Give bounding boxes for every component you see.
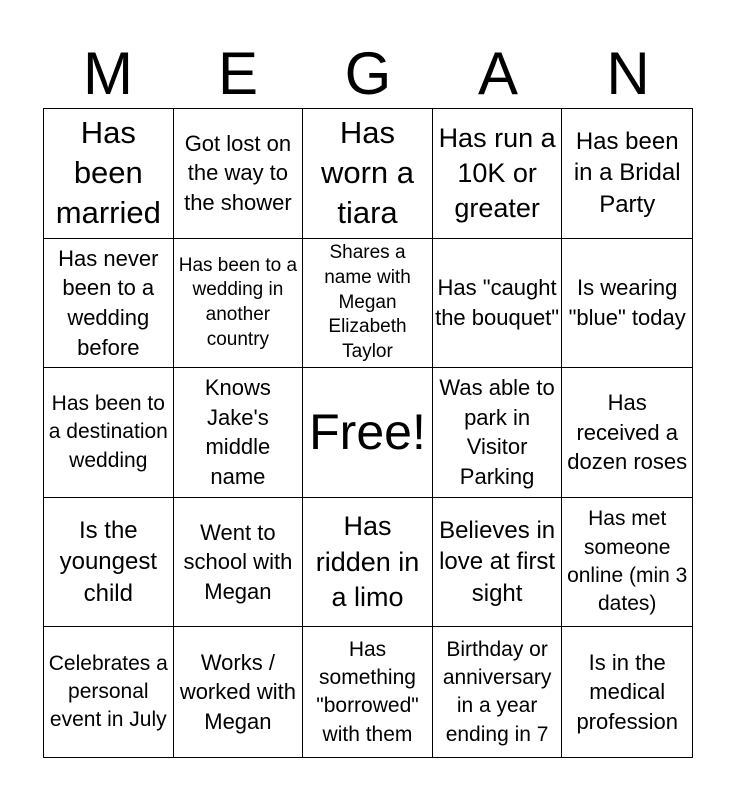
bingo-cell[interactable] [433,498,563,628]
bingo-cell[interactable] [44,239,174,369]
bingo-cell[interactable] [174,627,304,757]
cell-text: Has met someone online (min 3 dates) [567,507,688,616]
header-letter-n: N [606,40,650,107]
header-letter-e: E [217,40,259,107]
cell-text: Has been married [55,114,161,231]
bingo-cell[interactable] [44,368,174,498]
bingo-cell[interactable] [174,368,304,498]
bingo-cell[interactable] [174,109,304,239]
cell-text: Has run a 10K or greater [438,122,556,223]
header-letter-m: M [83,40,133,107]
bingo-cell[interactable] [303,239,433,369]
free-space-text: Free! [309,404,426,461]
cell-text: Has been to a destination wedding [48,391,168,472]
bingo-cell[interactable] [44,498,174,628]
cell-text: Went to school with Megan [183,519,293,604]
bingo-cell[interactable] [303,498,433,628]
cell-text: Has something "borrowed" with them [316,637,419,746]
bingo-cell[interactable] [303,109,433,239]
bingo-cell[interactable] [303,627,433,757]
bingo-cell[interactable] [562,109,692,239]
bingo-cell[interactable] [433,368,563,498]
free-space[interactable] [303,368,433,498]
cell-text: Celebrates a personal event in July [48,651,168,732]
cell-text: Is wearing "blue" today [568,275,686,330]
cell-text: Has never been to a wedding before [58,245,159,360]
header-letter-a: A [477,40,519,107]
cell-text: Knows Jake's middle name [204,375,271,490]
bingo-cell[interactable] [174,239,304,369]
cell-text: Is the youngest child [59,516,157,607]
cell-text: Has been in a Bridal Party [573,127,681,219]
cell-text: Has "caught the bouquet" [435,275,560,330]
cell-text: Has worn a tiara [320,114,415,231]
bingo-cell[interactable] [433,109,563,239]
cell-text: Has ridden in a limo [315,511,420,612]
bingo-cell[interactable] [433,239,563,369]
bingo-cell[interactable] [433,627,563,757]
cell-text: Birthday or anniversary in a year ending in 7 [442,637,552,746]
bingo-cell[interactable] [562,368,692,498]
cell-text: Has received a dozen roses [567,389,688,475]
bingo-cell[interactable] [44,109,174,239]
bingo-board [43,108,693,758]
bingo-cell[interactable] [44,627,174,757]
bingo-cell[interactable] [174,498,304,628]
bingo-header [43,40,693,108]
cell-text: Was able to park in Visitor Parking [439,375,555,490]
cell-text: Has been to a wedding in another country [178,254,298,350]
cell-text: Is in the medical profession [576,649,678,735]
cell-text: Believes in love at first sight [439,516,556,607]
cell-text: Works / worked with Megan [179,649,296,735]
bingo-cell[interactable] [562,627,692,757]
cell-text: Got lost on the way to the shower [184,130,292,216]
bingo-cell[interactable] [562,498,692,628]
cell-text: Shares a name with Megan Elizabeth Taylor [324,242,411,362]
header-letter-g: G [344,40,392,107]
bingo-cell[interactable] [562,239,692,369]
